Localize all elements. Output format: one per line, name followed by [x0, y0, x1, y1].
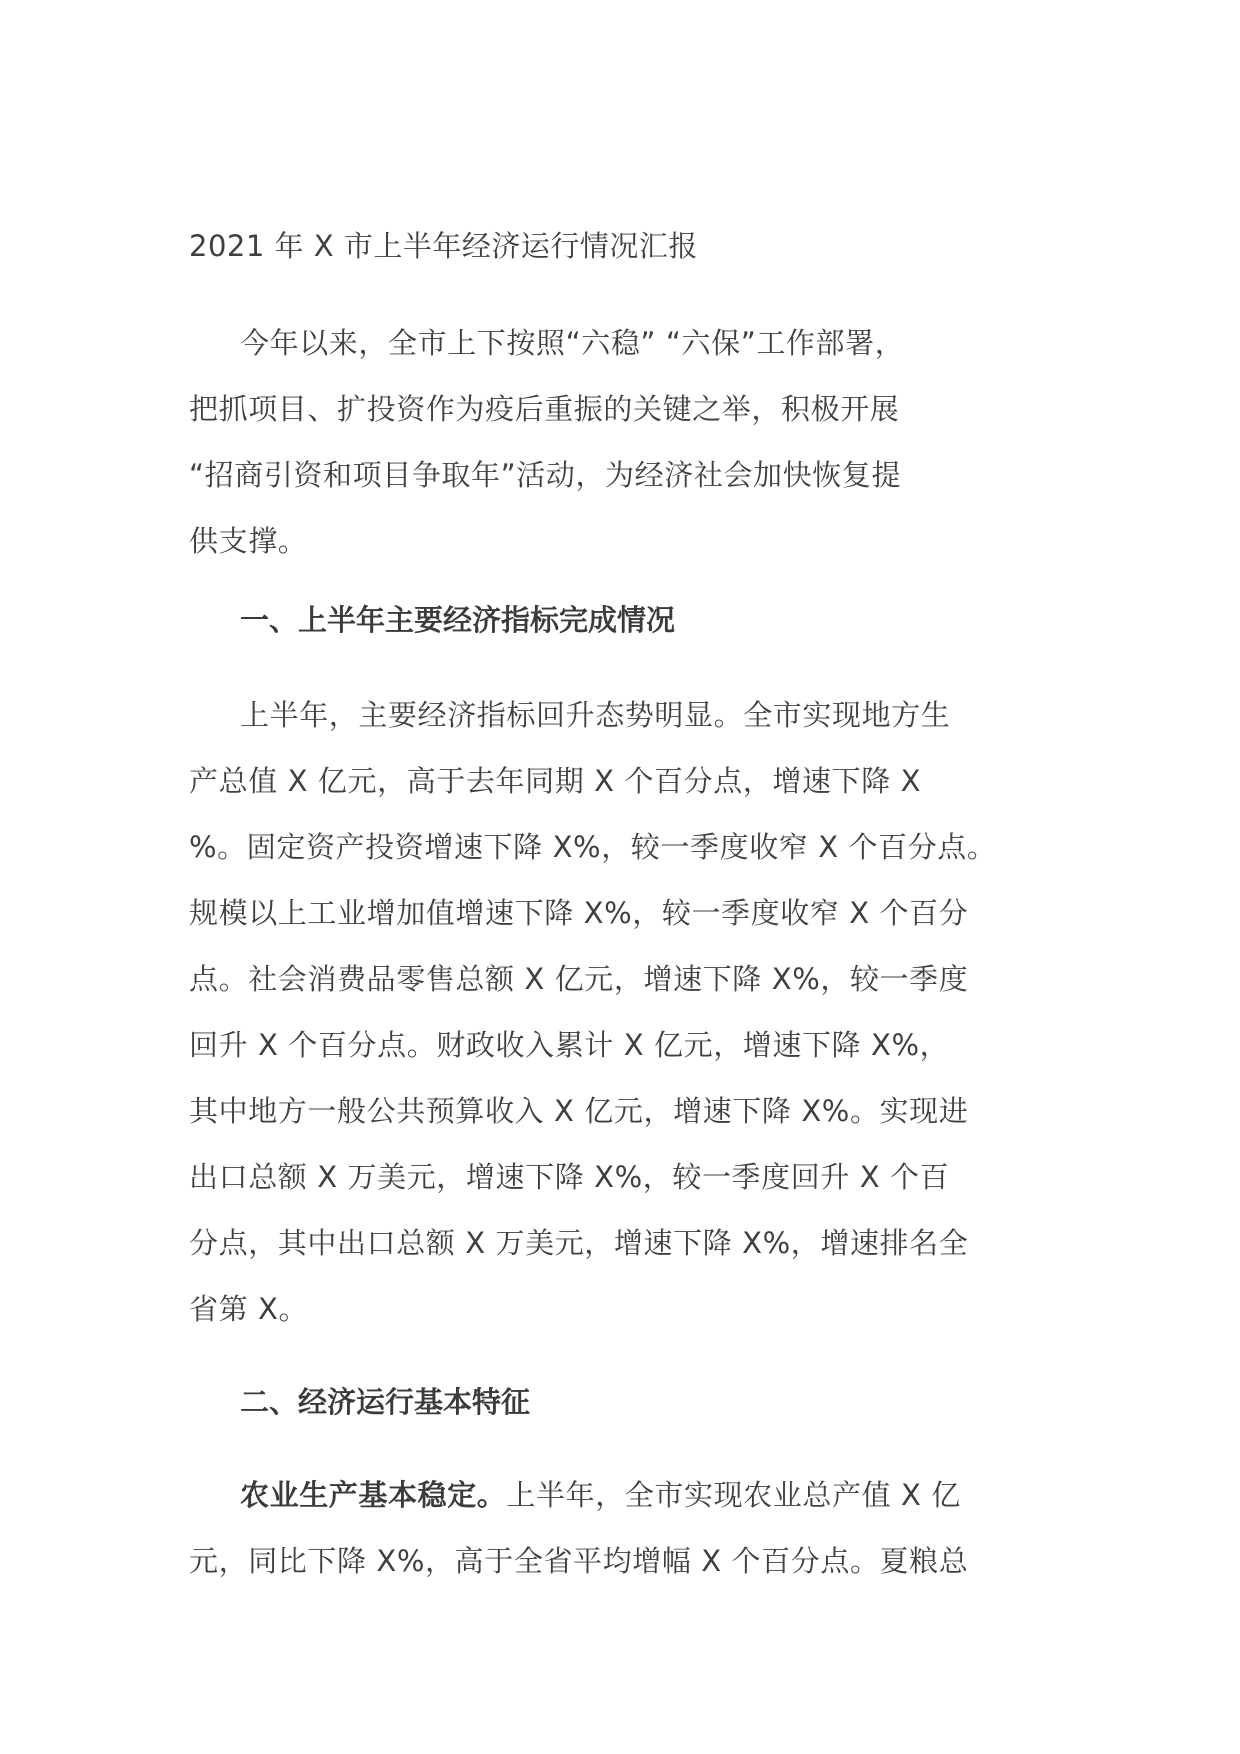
text-line: 回升 X 个百分点。财政收入累计 X 亿元，增速下降 X%， [189, 1028, 950, 1062]
text-line: 供支撑。 [189, 524, 308, 558]
text-line: %。固定资产投资增速下降 X%，较一季度收窄 X 个百分点。 [189, 830, 997, 864]
text-line: 把抓项目、扩投资作为疫后重振的关键之举，积极开展 [189, 392, 900, 426]
text-line: 产总值 X 亿元，高于去年同期 X 个百分点，增速下降 X [189, 764, 922, 798]
intro-paragraph [189, 310, 1059, 574]
text-line [189, 1462, 1059, 1528]
text-line: 规模以上工业增加值增速下降 X%，较一季度收窄 X 个百分 [189, 896, 969, 930]
text-line: 分点，其中出口总额 X 万美元，增速下降 X%，增速排名全 [189, 1226, 969, 1260]
text-line: 点。社会消费品零售总额 X 亿元，增速下降 X%，较一季度 [189, 962, 969, 996]
text-line: “招商引资和项目争取年”活动，为经济社会加快恢复提 [189, 458, 902, 492]
section-heading-1: 一、上半年主要经济指标完成情况 [240, 603, 676, 637]
paragraph-lead: 农业生产基本稳定。 [240, 1478, 507, 1512]
agriculture-paragraph [189, 1462, 1059, 1594]
text-line: 其中地方一般公共预算收入 X 亿元，增速下降 X%。实现进 [189, 1094, 969, 1128]
text-line: 今年以来，全市上下按照“六稳” “六保”工作部署， [240, 326, 905, 360]
document-title: 2021 年 X 市上半年经济运行情况汇报 [189, 229, 698, 263]
text-line: 省第 X。 [189, 1292, 309, 1326]
text-line: 出口总额 X 万美元，增速下降 X%，较一季度回升 X 个百 [189, 1160, 950, 1194]
text-run: 上半年，全市实现农业总产值 X 亿 [506, 1478, 961, 1512]
text-line: 上半年，主要经济指标回升态势明显。全市实现地方生 [240, 698, 951, 732]
section-heading-2: 二、经济运行基本特征 [240, 1385, 531, 1419]
text-line: 元，同比下降 X%，高于全省平均增幅 X 个百分点。夏粮总 [189, 1544, 969, 1578]
indicators-paragraph [189, 682, 1059, 1342]
